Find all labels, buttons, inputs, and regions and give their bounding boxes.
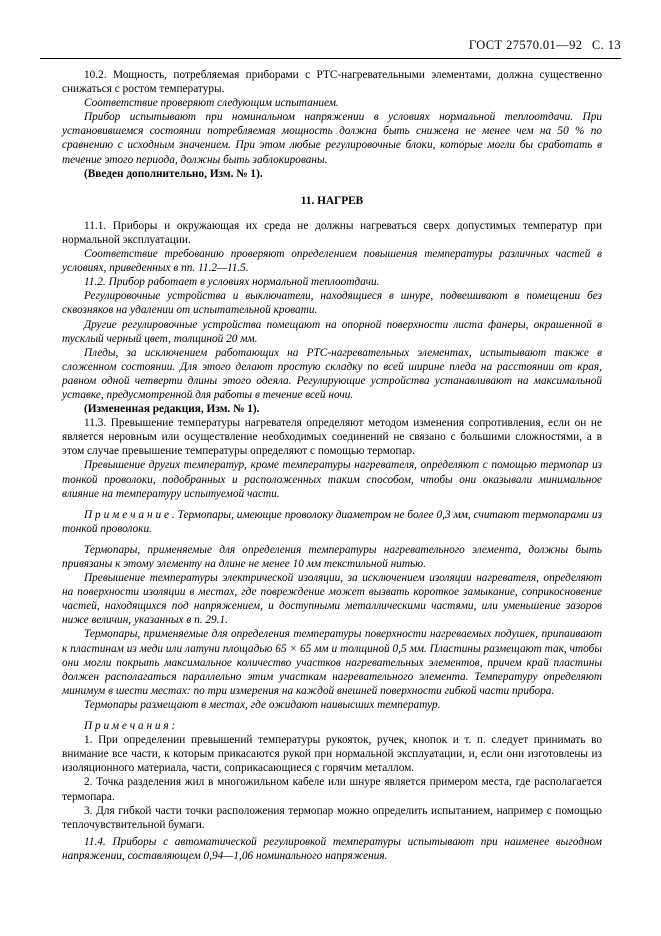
notes-heading: П р и м е ч а н и я : xyxy=(84,720,176,733)
paragraph-conformity-2: Соответствие требованию проверяют определением повышения температуры различных частей в условиях, приведенных в пп. 11.2—11.5. xyxy=(62,248,602,275)
spacer xyxy=(62,501,602,508)
page-header xyxy=(469,38,621,53)
paragraph-10-2: 10.2. Мощность, потребляемая приборами с РТС-нагревательными элементами, должна существенно снижаться с ростом температуры. xyxy=(62,69,602,96)
paragraph-thermocouples-surface: Термопары, применяемые для определения температуры поверхности нагреваемых подушек, припаивают к пластинам из меди или латуни площадью 65 × 65 мм и толщиной 0,5 мм. Пластины размещают так, чтобы они могли покрыть максимальное количество участков нагревательных элементов, причем край пластины должен располагаться параллельно этим участкам нагревательного элемента. Температуру определяют минимум в шести местах: по три измерения на каждой внешней поверхности гибкой части прибора. xyxy=(62,628,602,697)
standard-number: ГОСТ 27570.01—92 xyxy=(468,38,583,52)
section-heading-11: 11. НАГРЕВ xyxy=(300,194,364,207)
paragraph-blankets: Пледы, за исключением работающих на РТС-нагревательных элементах, испытывают также в сложенном состоянии. Для этого делают простую складку по всей ширине пледа на расстоянии от края, равном одной четверти длины этого одеяла. Регулирующие устройства устанавливают на максимальной уставке, предусмотренной для работы в течение всей ночи. xyxy=(62,346,602,401)
paragraph-11-3: 11.3. Превышение температуры нагревателя определяют методом изменения сопротивления, если он не является неровным или осуществление необходимых соединений не связано с большими сложностями, а в этом случае превышение температуры определяют с помощью термопар. xyxy=(62,417,602,458)
paragraph-thermocouples-placement: Термопары размещают в местах, где ожидают наивысших температур. xyxy=(84,698,441,711)
note-item: 2. Точка разделения жил в многожильном кабеле или шнуре является примером места, где располагается термопара. xyxy=(62,776,602,803)
paragraph-device-test: Прибор испытывают при номинальном напряжении в условиях нормальной теплоотдачи. При установившемся состоянии потребляемая мощность должна быть снижена не менее чем на 50 % по сравнению с исходным значением. При этом любые регулировочные блоки, которые могли бы сработать в течение этого периода, должны быть заблокированы. xyxy=(62,111,602,166)
paragraph-conformity-1: Соответствие проверяют следующим испытанием. xyxy=(84,97,339,110)
page-number: С. 13 xyxy=(591,38,621,52)
paragraph-thermocouples-applied: Термопары, применяемые для определения температуры нагревательного элемента, должны быть привязаны к этому элементу на длине не менее 10 мм текстильной нитью. xyxy=(62,543,602,570)
paragraph-other-temperatures: Превышение других температур, кроме температуры нагревателя, определяют с помощью термопар из тонкой проволоки, подобранных и расположенных таким способом, чтобы они оказывали минимальное влияние на температуру испытуемой части. xyxy=(62,459,602,500)
paragraph-11-1: 11.1. Приборы и окружающая их среда не должны нагреваться сверх допустимых температур при нормальной эксплуатации. xyxy=(62,219,602,246)
paragraph-regulating-devices: Регулировочные устройства и выключатели, находящиеся в шнуре, подвешивают в помещении без сквозняков на удалении от испытательной кровати. xyxy=(62,290,602,317)
spacer xyxy=(62,712,602,719)
paragraph-other-regulating-devices: Другие регулировочные устройства помещают на опорной поверхности листа фанеры, окрашенной в тусклый черный цвет, толщиной 20 мм. xyxy=(62,318,602,345)
note-item: 1. При определении превышений температуры рукояток, ручек, кнопок и т. п. следует принимать во внимание все части, к которым прикасаются рукой при нормальной эксплуатации, и, если они изготовлены из изоляционного материала, части, соприкасающиеся с горячим металлом. xyxy=(62,734,602,775)
spacer xyxy=(62,536,602,543)
paragraph-electrical-insulation: Превышение температуры электрической изоляции, за исключением изоляции нагревателя, определяют на поверхности изоляции в местах, где повреждение может вызвать короткое замыкание, соприкосновение частей, находящихся под напряжением, и доступными металлическими частями, или уменьшение зазоров ниже величин, указанных в п. 29.1. xyxy=(62,572,602,627)
paragraph-11-4: 11.4. Приборы с автоматической регулировкой температуры испытывают при наименее выгодном напряжении, составляющем 0,94—1,06 номинального напряжения. xyxy=(62,835,602,862)
paragraph-amendment-2: (Измененная редакция, Изм. № 1). xyxy=(84,403,260,416)
paragraph-11-2: 11.2. Прибор работает в условиях нормальной теплоотдачи. xyxy=(84,276,380,289)
header-rule xyxy=(40,58,621,59)
note-thin-wire-thermocouples: П р и м е ч а н и е . Термопары, имеющие проволоку диаметром не более 0,3 мм, считают термопарами из тонкой проволоки. xyxy=(62,508,602,535)
document-body xyxy=(62,68,602,863)
paragraph-amendment-1: (Введен дополнительно, Изм. № 1). xyxy=(84,167,263,180)
note-item: 3. Для гибкой части точки расположения термопар можно определить испытанием, например с помощью теплочувствительной бумаги. xyxy=(62,804,602,831)
